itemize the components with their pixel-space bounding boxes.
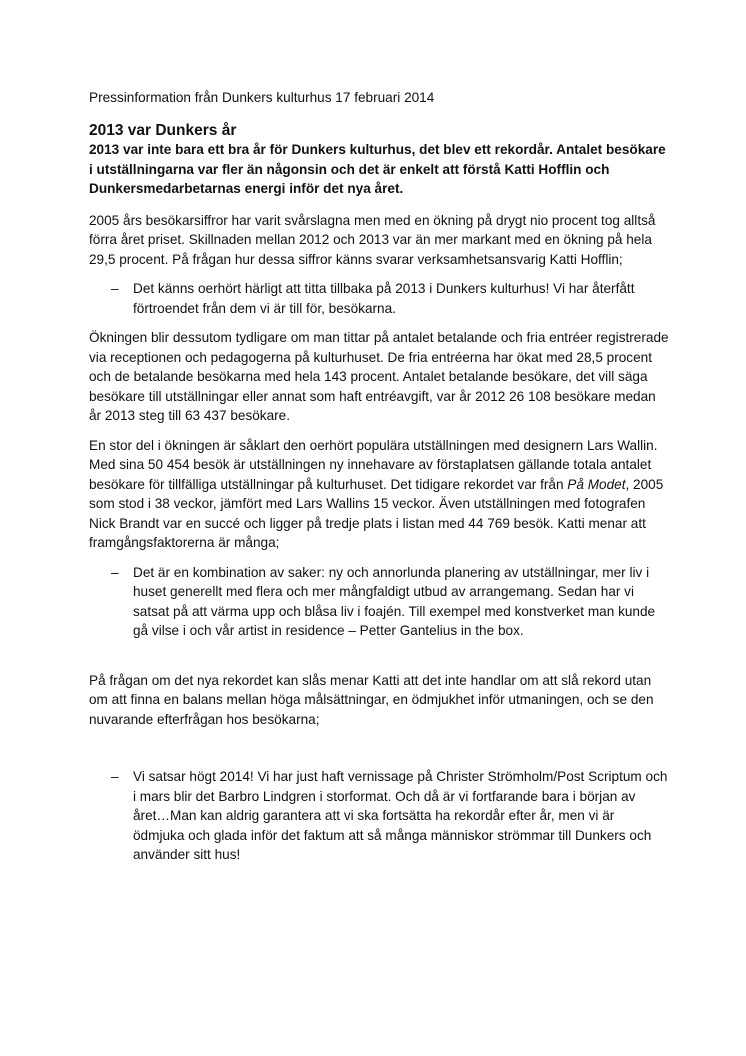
lead-paragraph: 2013 var inte bara ett bra år för Dunkers kulturhus, det blev ett rekordår. Antalet besökare i utställningarna var fler än någonsin och det är enkelt att förstå Katti Hofflin och Dunkersmedarbetarnas energi inför det nya året. [89, 142, 666, 196]
dash-bullet: – [111, 769, 119, 784]
paragraph-3 [89, 436, 669, 553]
quote-text: Det känns oerhört härligt att titta tillbaka på 2013 i Dunkers kulturhus! Vi har återfått förtroendet från dem vi är till för, besökarna. [133, 281, 635, 316]
paragraph-1: 2005 års besökarsiffror har varit svårslagna men med en ökning på drygt nio procent tog alltså förra året priset. Skillnaden mellan 2012 och 2013 var än mer markant med en ökning på hela 29,5 procent. På frågan hur dessa siffror känns svarar verksamhetsansvarig Katti Hofflin; [89, 212, 656, 267]
spacer [89, 739, 669, 767]
quote-1 [89, 279, 669, 318]
dash-bullet: – [111, 564, 119, 580]
dateline: Pressinformation från Dunkers kulturhus 17 februari 2014 [89, 90, 435, 105]
paragraph-4: På frågan om det nya rekordet kan slås menar Katti att det inte handlar om att slå rekord utan om att finna en balans mellan höga målsättningar, en ödmjukhet inför utmaningen, och se den nuvarande efterfrågan hos besökarna; [89, 672, 654, 727]
paragraph-3-part-b: , 2005 som stod i 38 veckor, jämfört med Lars Wallins 15 veckor. Även utställningen med fotografen Nick Brandt var en succé och ligger på tredje plats i listan med 44 769 besök. Katti menar att framgångsfaktorerna är många; [89, 476, 664, 550]
page-title: 2013 var Dunkers år [89, 122, 237, 139]
dash-bullet: – [111, 281, 119, 296]
exhibition-title: På Modet [567, 476, 626, 492]
quote-text: Vi satsar högt 2014! Vi har just haft vernissage på Christer Strömholm/Post Scriptum och i mars blir det Barbro Lindgren i storformat. Och då är vi fortfarande bara i början av året…Man kan aldrig garantera att vi ska fortsätta ha rekordår efter år, men vi är ödmjuka och glada inför det faktum att så många människor strömmar till Dunkers och använder sitt hus! [133, 769, 668, 862]
quote-3 [89, 767, 669, 865]
quote-text: Det är en kombination av saker: ny och annorlunda planering av utställningar, mer liv i huset generellt med flera och mer mångfaldigt utbud av arrangemang. Sedan har vi satsat på att värma upp och blåsa liv i foajén. Till exempel med konstverket man kunde gå vilse i och vår artist in residence – Petter Gantelius in the box. [133, 564, 656, 638]
paragraph-3-part-a: En stor del i ökningen är såklart den oerhört populära utställningen med designern Lars Wallin. Med sina 50 454 besök är utställningen ny innehavare av förstaplatsen gällande totala antalet besökare för tillfälliga utställningar på kulturhuset. Det tidigare rekordet var från [89, 437, 658, 492]
spacer [89, 651, 669, 671]
press-release-page [89, 88, 669, 875]
paragraph-2: Ökningen blir dessutom tydligare om man tittar på antalet betalande och fria entréer registrerade via receptionen och pedagogerna på kulturhuset. De fria entréerna har ökat med 28,5 procent och de betalande besökarna med hela 143 procent. Antalet betalande besökare, det vill säga besökare till utställningar eller annat som haft entréavgift, var år 2012 26 108 besökare medan år 2013 steg till 63 437 besökare. [89, 330, 669, 423]
quote-2 [89, 563, 669, 641]
